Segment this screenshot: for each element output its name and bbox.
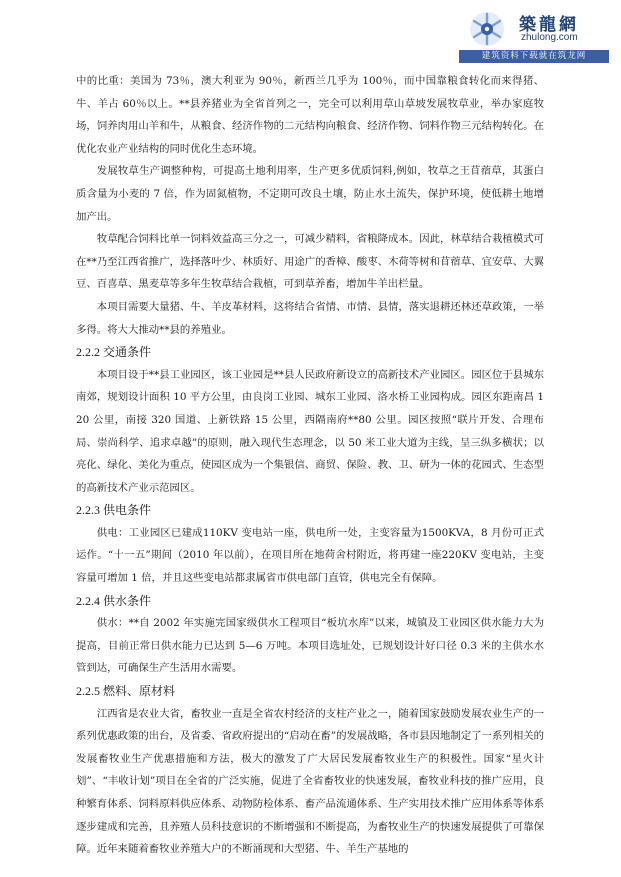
paragraph-forage-feed: 牧草配合饲料比单一饲料效益高三分之一，可减少精料，省粮降成本。因此，林草结合栽植模式可在**乃至江西省推广，选择落叶少、林质好、用途广的香樟、酸枣、木荷等树和苜蓿草、宜安草、大翼豆、百喜草、黑麦草等多年生牧草结合栽植，可到草养畜，增加牛羊出栏量。: [76, 233, 544, 291]
paragraph-forage-production: 发展牧草生产调整种构，可提高土地利用率，生产更多优质饲料,例如，牧草之王苜蓿草，其蛋白质含量为小麦的 7 倍，作为固氮植物，不定期可改良土壤，防止水土流失，保护环境，使低耕土地增加产出。: [76, 165, 544, 223]
paragraph-transport: 本项目设于**县工业园区，该工业园是**县人民政府新设立的高新技术产业园区。园区位于县城东南郊，规划设计面积 10 平方公里，由良岗工业园、城东工业园、洛水桥工业园构成。园区东距南昌 120 公里，南接 320 国道、上新铁路 15 公里，西隔南府**80 公里。园区按照“联片开发、合理布局、崇尚科学、追求卓越”的原则，融入现代生态理念，以 50 米工业大道为主线，呈三纵多横状；以亮化、绿化、美化为重点，使园区成为一个集银信、商贸、保险、教、卫、研为一体的花园式、生态型的高新技术产业示范园区。: [76, 368, 544, 494]
heading-water-supply: 2.2.4 供水条件: [76, 593, 152, 608]
paragraph-water-supply: 供水：**自 2002 年实施完国家级供水工程项目“板坑水库”以来，城镇及工业园区供水能力大为提高，目前正常日供水能力已达到 5—6 万吨。本项目选址处，已规划设计好口径 0.3 米的主供水水管到达，可确保生产生活用水需要。: [76, 617, 544, 675]
heading-transport: 2.2.2 交通条件: [76, 345, 152, 360]
heading-power-supply: 2.2.3 供电条件: [76, 503, 152, 518]
paragraph-livestock-ratio: 中的比重：美国为 73％，澳大利亚为 90％，新西兰几乎为 100％，而中国靠粮食转化而来得猪、牛、羊占 60％以上。**县养猪业为全省首列之一，完全可以利用草山草坡发展牧草业，举办家庭牧场，饲养肉用山羊和牛，从粮食、经济作物的二元结构向粮食、经济作物、饲料作物三元结构转化。在优化农业产业结构的同时优化生态环境。: [76, 75, 544, 155]
document-body: [76, 70, 544, 861]
logo-banner: 建筑资料下载就在筑龙网: [459, 50, 609, 63]
paragraph-power-supply: 供电：工业园区已建成110KV 变电站一座，供电所一处，主变容量为1500KVA，8 月份可正式运作。“十一五”期间（2010 年以前），在项目所在地荷舍村附近，将再建一座220KV 变电站，主变容量可增加 1 倍，并且这些变电站都隶属省市供电部门直管，供电完全有保障。: [76, 526, 544, 585]
paragraph-leather-materials: 本项目需要大量猪、牛、羊皮革材料，这将结合省情、市情、县情，落实退耕还林还草政策，一举多得。将大大推动**县的养殖业。: [76, 300, 544, 336]
zhulong-logo-icon: [465, 8, 509, 54]
zhulong-logo[interactable]: [459, 6, 609, 64]
logo-brand-text: 築龍網: [519, 15, 579, 35]
heading-fuel-materials: 2.2.5 燃料、原材料: [76, 684, 176, 699]
logo-domain-text: zhulong.com: [521, 32, 578, 43]
paragraph-fuel-materials: 江西省是农业大省，畜牧业一直是全省农村经济的支柱产业之一，随着国家鼓励发展农业生产的一系列优惠政策的出台，及省委、省政府提出的“启动在畜”的发展战略，各市县因地制定了一系列相关的发展畜牧业生产优惠措施和方法，极大的激发了广大居民发展畜牧业生产的积极性。国家“星火计划”、“丰收计划”项目在全省的广泛实施，促进了全省畜牧业的快速发展，畜牧业科技的推广应用，良种繁育体系、饲料原料供应体系、动物防检体系、畜产品流通体系、生产实用技术推广应用体系等体系逐步建成和完善，且养殖人员科技意识的不断增强和不断提高，为畜牧业生产的快速发展提供了可靠保障。近年来随着畜牧业养殖大户的不断涌现和大型猪、牛、羊生产基地的: [76, 707, 544, 856]
